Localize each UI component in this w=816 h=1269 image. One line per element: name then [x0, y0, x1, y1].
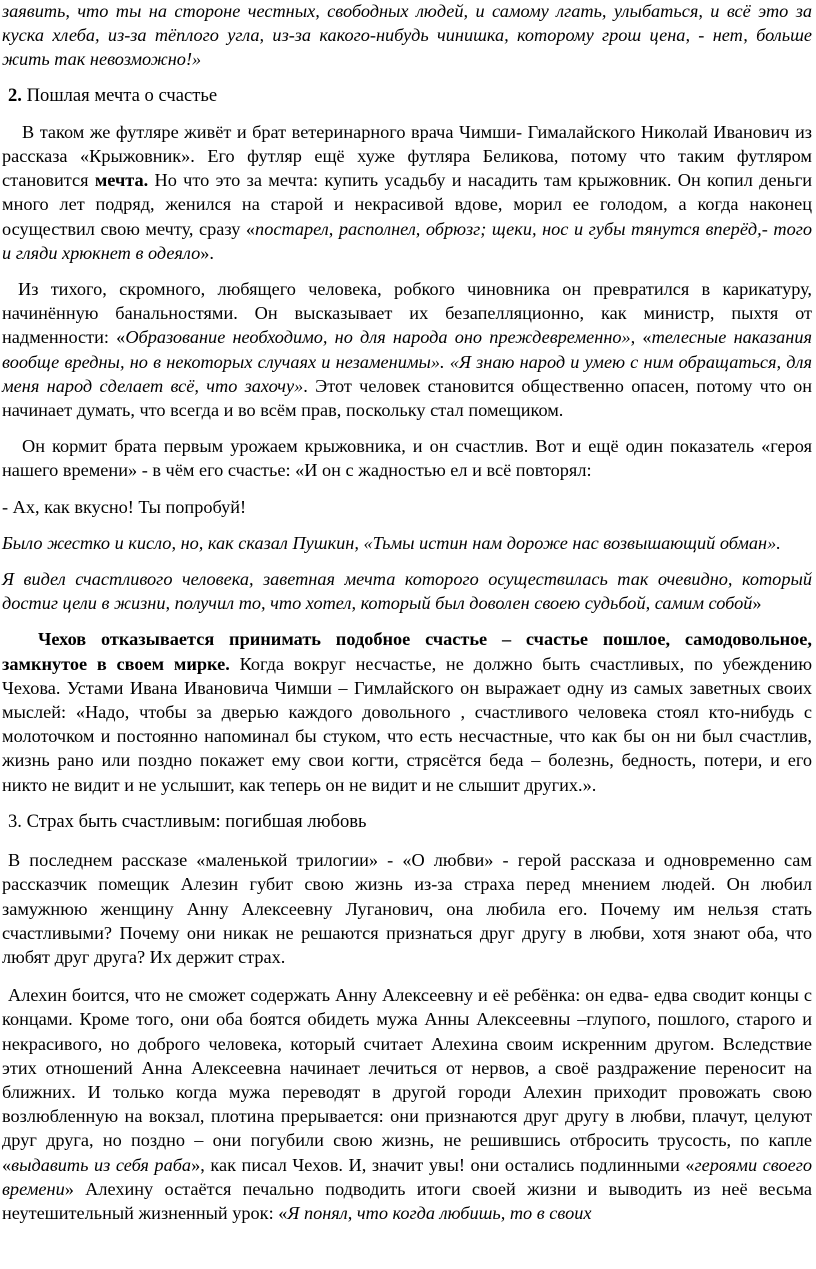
section-2-title: Пошлая мечта о счастье	[21, 84, 218, 106]
section-2-paragraph-1: В таком же футляре живёт и брат ветеринарного врача Чимши- Гималайского Николай Иванович из рассказа «Крыжовник». Его футляр ещё хуже футляра Беликова, потому что таким футляром становится мечта. Но что это за мечта: купить усадьбу и насадить там крыжовник. Он копил деньги много лет подряд, женился на старой и некрасивой вдове, морил ее голодом, а когда наконец осуществил свою мечту, сразу «постарел, располнел, обрюзг; щеки, нос и губы тянутся вперёд,- того и гляди хрюкнет в одеяло».	[2, 121, 812, 263]
section-2-dialogue-line: - Ах, как вкусно! Ты попробуй!	[2, 496, 247, 517]
section-2-paragraph-3: Он кормит брата первым урожаем крыжовника, и он счастлив. Вот и ещё один показатель «героя нашего времени» - в чём его счастье: «И он с жадностью ел и всё повторял:	[2, 436, 812, 481]
section-2-happy-man-quote: Я видел счастливого человека, заветная мечта которого осуществилась так очевидно, который достиг цели в жизни, получил то, что хотел, который был доволен своею судьбой, самим собой»	[2, 569, 812, 614]
section-3-paragraph-1: В последнем рассказе «маленькой трилогии» - «О любви» - герой рассказа и одновременно сам рассказчик помещик Алезин губит свою жизнь из-за страха перед мнением людей. Он любил замужнюю женщину Анну Алексеевну Луганович, она любила его. Почему им нельзя стать счастливыми? Почему они никак не решаются признаться друг другу в любви, хотя знают оба, что любят друг друга? Их держит страх.	[2, 850, 812, 967]
section-3-paragraph-2: Алехин боится, что не сможет содержать Анну Алексеевну и её ребёнка: он едва- едва сводит концы с концами. Кроме того, они оба боятся обидеть мужа Анны Алексеевны –глупого, пошлого, старого и некрасивого, но доброго человека, который считает Алехина своим искренним другом. Вследствие этих отношений Анна Алексеевна начинает лечиться от нервов, а своё раздражение переносит на ближних. И только когда мужа переводят в другой городи Алехин приходит провожать свою возлюбленную на вокзал, плотина прерывается: они признаются друг другу в любви, плачут, целуют друг друга, но поздно – они погубили свою жизнь, не решившись отбросить трусость, по капле «выдавить из себя раба», как писал Чехов. И, значит увы! они остались подлинными «героями своего времени» Алехину остаётся печально подводить итоги своей жизни и выводить из неё весьма неутешительный жизненный урок: «Я понял, что когда любишь, то в своих	[2, 985, 813, 1223]
section-2-paragraph-chekhov: Чехов отказывается принимать подобное счастье – счастье пошлое, самодовольное, замкнутое в своем мирке. Когда вокруг несчастье, не должно быть счастливых, по убеждению Чехова. Устами Ивана Ивановича Чимши – Гимлайского он выражает одну из самых заветных своих мыслей: «Надо, чтобы за дверью каждого довольного , счастливого человека стоял кто-нибудь с молоточком и постоянно напоминал бы стуком, что есть несчастные, что как бы он ни был счастлив, жизнь рано или поздно покажет ему свои когти, стрясётся беда – болезнь, бедность, потери, и его никто не видит и не услышит, как теперь он не видит и не слышит других.».	[2, 629, 812, 795]
section-2-heading	[2, 84, 812, 108]
section-3-heading: 3. Страх быть счастливым: погибшая любовь	[8, 810, 367, 832]
intro-paragraph: заявить, что ты на стороне честных, свободных людей, и самому лгать, улыбаться, и всё это за куска хлеба, из-за тёплого угла, из-за какого-нибудь чинишка, которому грош цена, - нет, больше жить так невозможно!»	[2, 1, 812, 70]
section-2-pushkin-quote: Было жестко и кисло, но, как сказал Пушкин, «Тьмы истин нам дороже нас возвышающий обман».	[2, 532, 781, 553]
section-2-number: 2.	[8, 84, 22, 106]
section-2-paragraph-2: Из тихого, скромного, любящего человека, робкого чиновника он превратился в карикатуру, начинённую банальностями. Он высказывает их безапелляционно, как министр, пыхтя от надменности: «Образование необходимо, но для народа оно преждевременно», «телесные наказания вообще вредны, но в некоторых случаях и незаменимы». «Я знаю народ и умею с ним обращаться, для меня народ сделает всё, что захочу». Этот человек становится общественно опасен, потому что он начинает думать, что всегда и во всём прав, поскольку стал помещиком.	[2, 279, 812, 421]
